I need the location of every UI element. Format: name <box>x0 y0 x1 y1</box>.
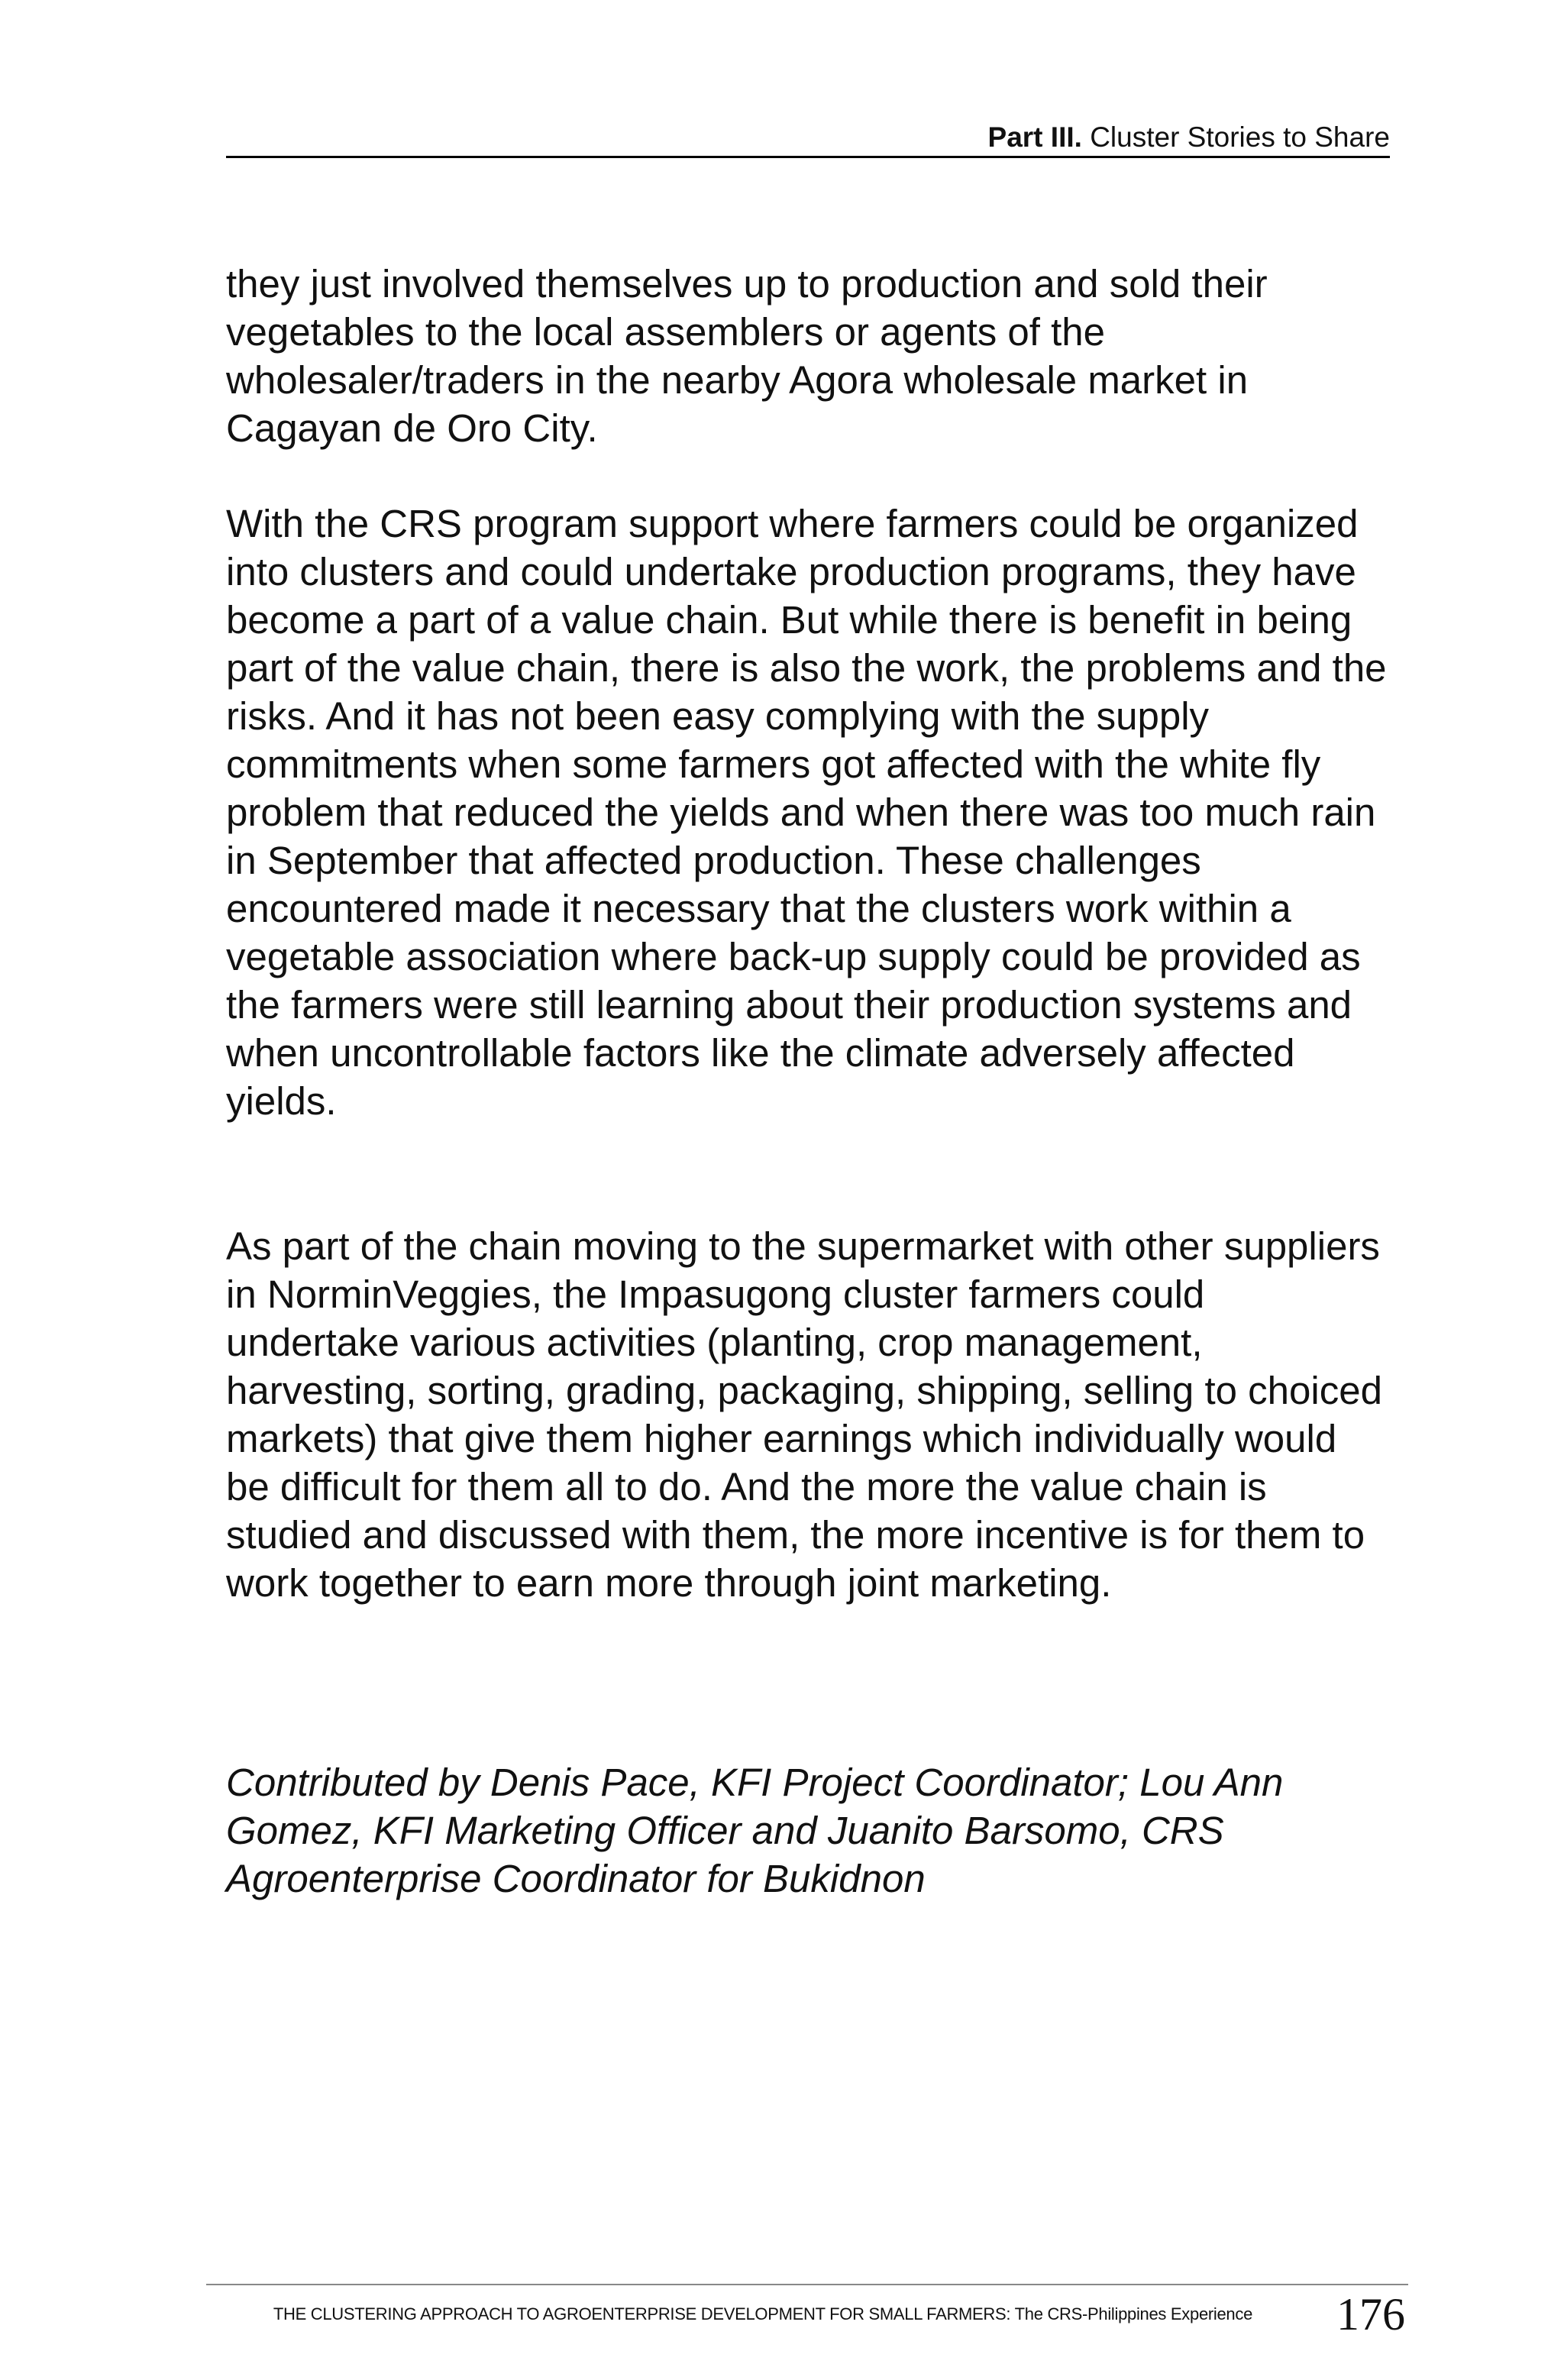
body-paragraph-3: As part of the chain moving to the supermarket with other suppliers in NorminVeggies, the Impasugong cluster farmers could undertake various activities (planting, crop management, harvesting, sorting, grading, packaging, shipping, selling to choiced markets) that give them higher earnings which individually would be difficult for them all to do. And the more the value chain is studied and discussed with them, the more incentive is for them to work together to earn more through joint marketing. <box>226 1224 1382 1605</box>
footer-divider <box>206 2284 1408 2285</box>
body-paragraph-1: they just involved themselves up to production and sold their vegetables to the local assemblers or agents of the wholesaler/traders in the nearby Agora wholesale market in Cagayan de Oro City. <box>226 262 1268 450</box>
running-header <box>226 119 1390 158</box>
contributor-credit: Contributed by Denis Pace, KFI Project Coordinator; Lou Ann Gomez, KFI Marketing Officer and Juanito Barsomo, CRS Agroenterprise Coordinator for Bukidnon <box>226 1761 1284 1900</box>
header-section-title: Cluster Stories to Share <box>1090 121 1390 153</box>
footer-book-title: THE CLUSTERING APPROACH TO AGROENTERPRISE DEVELOPMENT FOR SMALL FARMERS: The CRS-Philippines Experience <box>273 2304 1252 2323</box>
body-paragraph-2: With the CRS program support where farmers could be organized into clusters and could undertake production programs, they have become a part of a value chain. But while there is benefit in being part of the value chain, there is also the work, the problems and the risks. And it has not been easy complying with the supply commitments when some farmers got affected with the white fly problem that reduced the yields and when there was too much rain in September that affected production. These challenges encountered made it necessary that the clusters work within a vegetable association where back-up supply could be provided as the farmers were still learning about their production systems and when uncontrollable factors like the climate adversely affected yields. <box>226 502 1387 1123</box>
page-number: 176 <box>1336 2289 1405 2340</box>
header-part-label: Part III. <box>987 121 1082 153</box>
